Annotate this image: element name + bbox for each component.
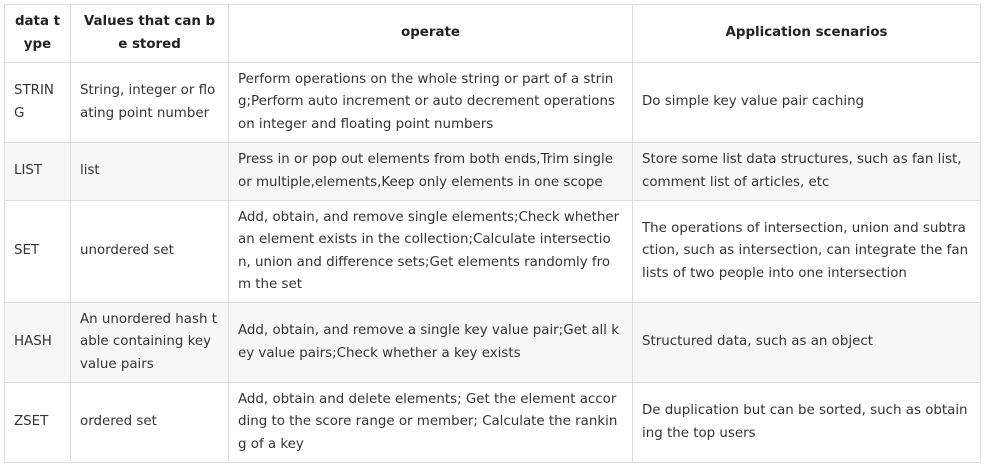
table-row [5,143,981,201]
cell-values: list [71,143,229,201]
cell-operate: Add, obtain and delete elements; Get the element according to the score range or member; Calculate the ranking of a key [229,383,633,463]
header-values: Values that can be stored [71,5,229,63]
table-row [5,201,981,303]
table-row [5,383,981,463]
cell-values: unordered set [71,201,229,303]
cell-type: ZSET [5,383,71,463]
table-row [5,63,981,143]
header-scenarios: Application scenarios [633,5,981,63]
cell-values: String, integer or floating point number [71,63,229,143]
table-row [5,303,981,383]
cell-scenarios: Do simple key value pair caching [633,63,981,143]
cell-scenarios: De duplication but can be sorted, such as obtaining the top users [633,383,981,463]
redis-data-types-table [4,4,981,463]
header-row [5,5,981,63]
cell-operate: Add, obtain, and remove single elements;Check whether an element exists in the collection;Calculate intersection, union and difference sets;Get elements randomly from the set [229,201,633,303]
cell-operate: Press in or pop out elements from both ends,Trim single or multiple,elements,Keep only elements in one scope [229,143,633,201]
header-operate: operate [229,5,633,63]
cell-operate: Perform operations on the whole string or part of a string;Perform auto increment or auto decrement operations on integer and floating point numbers [229,63,633,143]
cell-type: STRING [5,63,71,143]
cell-operate: Add, obtain, and remove a single key value pair;Get all key value pairs;Check whether a key exists [229,303,633,383]
cell-scenarios: Store some list data structures, such as fan list, comment list of articles, etc [633,143,981,201]
cell-values: An unordered hash table containing key value pairs [71,303,229,383]
cell-type: HASH [5,303,71,383]
header-data-type: data type [5,5,71,63]
cell-scenarios: Structured data, such as an object [633,303,981,383]
cell-type: LIST [5,143,71,201]
cell-scenarios: The operations of intersection, union and subtraction, such as intersection, can integrate the fan lists of two people into one intersection [633,201,981,303]
cell-values: ordered set [71,383,229,463]
cell-type: SET [5,201,71,303]
